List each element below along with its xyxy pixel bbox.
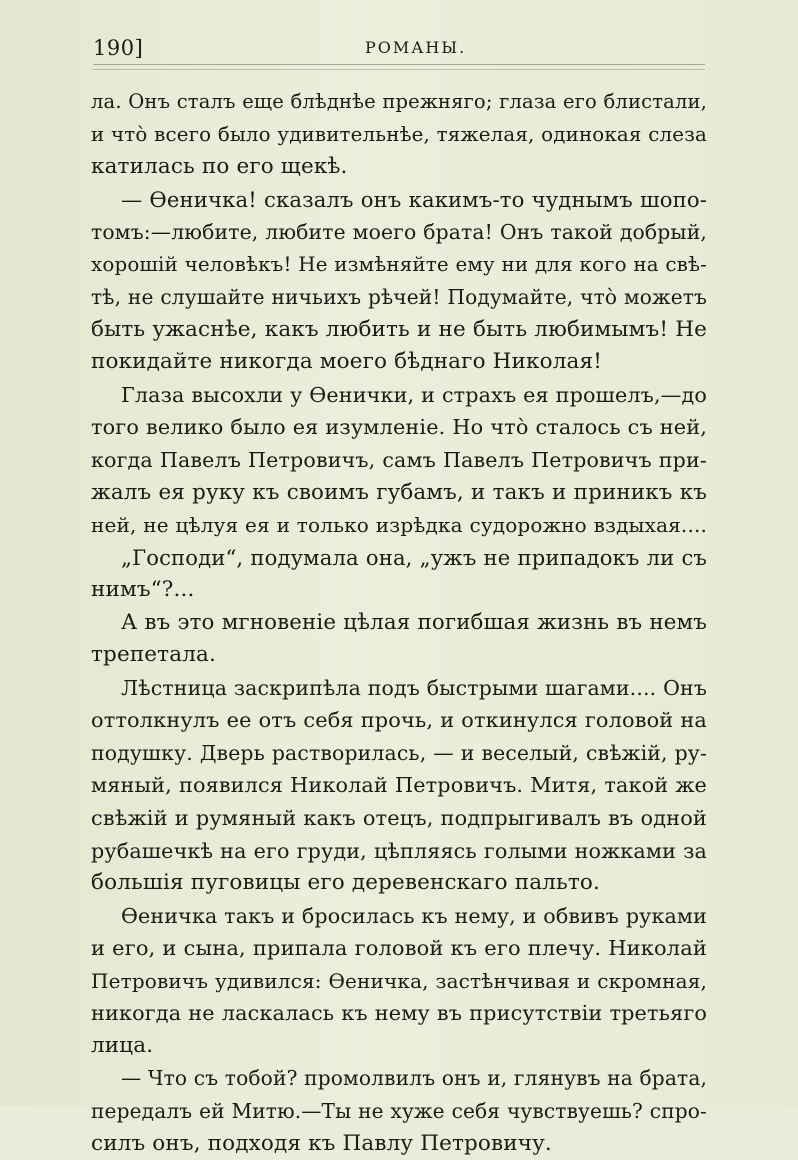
- text-line: подушку. Дверь растворилась, — и веселый, свѣжій, ру-: [91, 737, 707, 770]
- text-line: томъ:—любите, любите моего брата! Онъ такой добрый,: [91, 216, 707, 249]
- text-line: Петровичъ удивился: Ѳеничка, застѣнчивая и скромная,: [91, 965, 707, 998]
- text-line: хорошій человѣкъ! Не измѣняйте ему ни для кого на свѣ-: [91, 249, 707, 282]
- text-line: силъ онъ, подходя къ Павлу Петровичу.: [91, 1128, 707, 1160]
- text-line: быть ужаснѣе, какъ любить и не быть любимымъ! Не: [91, 314, 707, 347]
- text-line: того велико было ея изумленіе. Но что̀ сталось съ ней,: [91, 411, 707, 444]
- text-line: нимъ“?...: [91, 574, 707, 607]
- text-line: Лѣстница заскрипѣла подъ быстрыми шагами.... Онъ: [91, 672, 707, 705]
- text-line: Ѳеничка такъ и бросилась къ нему, и обвивъ руками: [91, 900, 707, 933]
- text-line: никогда не ласкалась къ нему въ присутствіи третьяго: [91, 997, 707, 1030]
- text-line: и что̀ всего было удивительнѣе, тяжелая, одинокая слеза: [91, 119, 707, 152]
- text-line: Глаза высохли у Ѳенички, и страхъ ея прошелъ,—до: [91, 379, 707, 412]
- text-line: трепетала.: [91, 639, 707, 672]
- text-line: жалъ ея руку къ своимъ губамъ, и такъ и приникъ къ: [91, 477, 707, 510]
- text-line: когда Павелъ Петровичъ, самъ Павелъ Петровичъ при-: [91, 444, 707, 477]
- text-line: большія пуговицы его деревенскаго пальто.: [91, 867, 707, 900]
- text-line: катилась по его щекѣ.: [91, 151, 707, 184]
- text-line: „Господи“, подумала она, „ужъ не припадокъ ли съ: [91, 542, 707, 575]
- text-line: свѣжій и румяный какъ отецъ, подпрыгивалъ въ одной: [91, 802, 707, 835]
- page-number: 190]: [93, 36, 143, 60]
- body-text: [91, 86, 707, 1160]
- text-line: передалъ ей Митю.—Ты не хуже себя чувствуешь? спро-: [91, 1095, 707, 1128]
- running-title: РОМАНЫ.: [365, 38, 466, 57]
- text-line: А въ это мгновеніе цѣлая погибшая жизнь въ немъ: [91, 607, 707, 640]
- text-line: рубашечкѣ на его груди, цѣпляясь голыми ножками за: [91, 835, 707, 868]
- text-line: мяный, появился Николай Петровичъ. Митя, такой же: [91, 769, 707, 802]
- header-rule: [93, 64, 705, 70]
- text-line: ла. Онъ сталъ еще блѣднѣе прежняго; глаза его блистали,: [91, 86, 707, 119]
- text-line: ней, не цѣлуя ея и только изрѣдка судорожно вздыхая....: [91, 509, 707, 542]
- text-line: — Ѳеничка! сказалъ онъ какимъ-то чуднымъ шопо-: [91, 184, 707, 217]
- text-line: тѣ, не слушайте ничьихъ рѣчей! Подумайте, что̀ можетъ: [91, 281, 707, 314]
- text-line: оттолкнулъ ее отъ себя прочь, и откинулся головой на: [91, 704, 707, 737]
- page-header: [93, 36, 705, 62]
- text-line: — Что съ тобой? промолвилъ онъ и, глянувъ на брата,: [91, 1062, 707, 1095]
- text-line: лица.: [91, 1030, 707, 1063]
- text-line: и его, и сына, припала головой къ его плечу. Николай: [91, 932, 707, 965]
- text-line: покидайте никогда моего бѣднаго Николая!: [91, 346, 707, 379]
